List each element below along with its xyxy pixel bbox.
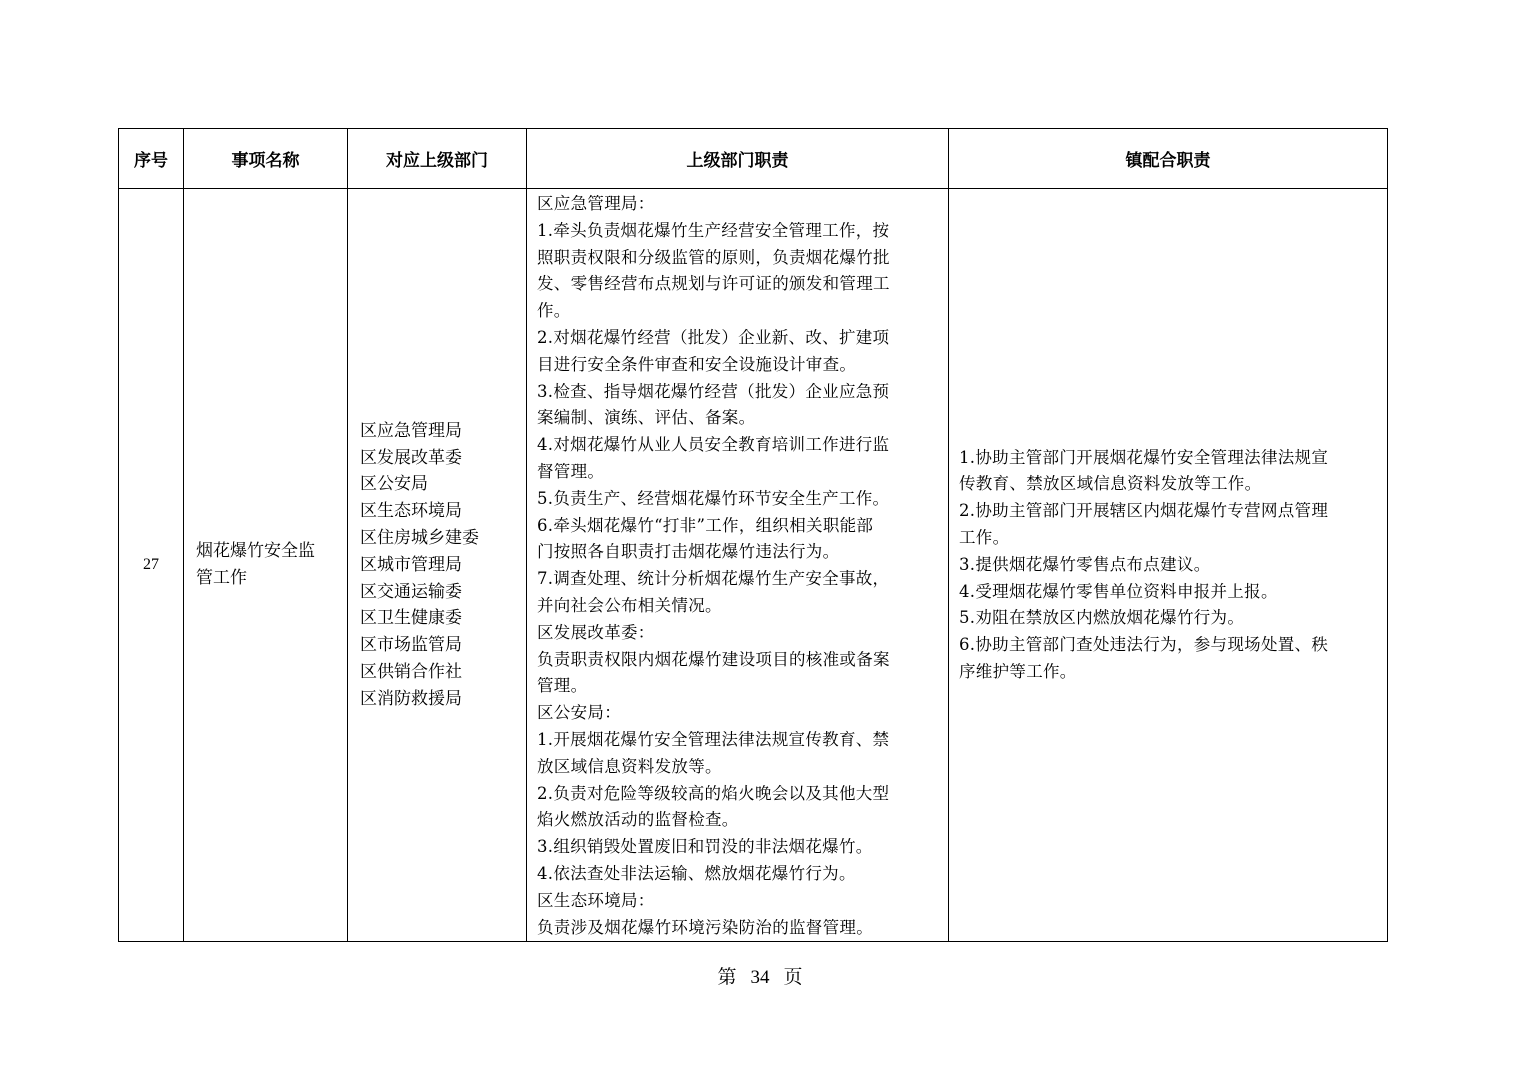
- table-row: [119, 189, 1388, 942]
- town-duty-line: 传教育、禁放区域信息资料发放等工作。: [959, 474, 1262, 494]
- row-dept-list: [348, 189, 527, 942]
- town-duty-line: 2.协助主管部门开展辖区内烟花爆竹专营网点管理: [959, 501, 1329, 521]
- upper-duty-line: 焰火燃放活动的监督检查。: [537, 810, 739, 830]
- upper-duty-line: 作。: [537, 301, 571, 321]
- town-duty-line: 4.受理烟花爆竹零售单位资料申报并上报。: [959, 581, 1278, 601]
- upper-duty-line: 案编制、演练、评估、备案。: [537, 408, 756, 428]
- upper-duty-line: 放区域信息资料发放等。: [537, 756, 722, 776]
- footer-prefix: 第: [717, 967, 737, 988]
- item-name-line: 管工作: [196, 568, 247, 589]
- dept-item: 区供销合作社: [360, 661, 462, 682]
- page-footer: [0, 962, 1520, 989]
- dept-item: 区卫生健康委: [360, 608, 462, 629]
- upper-duty-line: 管理。: [537, 676, 588, 696]
- town-duty-line: 3.提供烟花爆竹零售点布点建议。: [959, 554, 1211, 574]
- dept-item: 区应急管理局: [360, 420, 462, 441]
- dept-item: 区交通运输委: [360, 581, 462, 602]
- upper-duty-line: 督管理。: [537, 461, 605, 481]
- town-duty-line: 6.协助主管部门查处违法行为，参与现场处置、秩: [959, 635, 1329, 655]
- header-seq: 序号: [119, 129, 184, 189]
- upper-duty-line: 照职责权限和分级监管的原则，负责烟花爆竹批: [537, 247, 890, 267]
- header-town-duty: 镇配合职责: [949, 129, 1388, 189]
- upper-duty-line: 1.牵头负责烟花爆竹生产经营安全管理工作，按: [537, 220, 890, 240]
- row-item-name: [184, 189, 348, 942]
- dept-item: 区发展改革委: [360, 447, 462, 468]
- upper-duty-line: 区公安局：: [537, 703, 621, 723]
- responsibility-table: [118, 128, 1388, 942]
- dept-item: 区生态环境局: [360, 501, 462, 522]
- dept-item: 区市场监管局: [360, 635, 462, 656]
- row-upper-duty: [527, 189, 949, 942]
- header-upper-duty: 上级部门职责: [527, 129, 949, 189]
- footer-suffix: 页: [783, 967, 803, 988]
- dept-item: 区消防救援局: [360, 688, 462, 709]
- upper-duty-line: 3.检查、指导烟花爆竹经营（批发）企业应急预: [537, 381, 890, 401]
- upper-duty-line: 2.负责对危险等级较高的焰火晚会以及其他大型: [537, 783, 890, 803]
- upper-duty-line: 2.对烟花爆竹经营（批发）企业新、改、扩建项: [537, 327, 890, 347]
- item-name-line: 烟花爆竹安全监: [196, 541, 315, 562]
- row-seq: 27: [119, 189, 184, 942]
- upper-duty-line: 4.对烟花爆竹从业人员安全教育培训工作进行监: [537, 435, 890, 455]
- upper-duty-line: 负责涉及烟花爆竹环境污染防治的监督管理。: [537, 917, 873, 937]
- row-town-duty: [949, 189, 1388, 942]
- upper-duty-line: 6.牵头烟花爆竹“打非”工作，组织相关职能部: [537, 515, 874, 535]
- upper-duty-line: 负责职责权限内烟花爆竹建设项目的核准或备案: [537, 649, 890, 669]
- town-duty-line: 工作。: [959, 527, 1010, 547]
- upper-duty-line: 7.调查处理、统计分析烟花爆竹生产安全事故，: [537, 569, 890, 589]
- town-duty-line: 5.劝阻在禁放区内燃放烟花爆竹行为。: [959, 608, 1245, 628]
- upper-duty-line: 3.组织销毁处置废旧和罚没的非法烟花爆竹。: [537, 837, 873, 857]
- upper-duty-line: 目进行安全条件审查和安全设施设计审查。: [537, 354, 857, 374]
- header-name: 事项名称: [184, 129, 348, 189]
- upper-duty-line: 4.依法查处非法运输、燃放烟花爆竹行为。: [537, 863, 856, 883]
- upper-duty-line: 区应急管理局：: [537, 194, 655, 213]
- upper-duty-line: 发、零售经营布点规划与许可证的颁发和管理工: [537, 274, 890, 294]
- upper-duty-line: 区发展改革委：: [537, 622, 655, 642]
- upper-duty-line: 1.开展烟花爆竹安全管理法律法规宣传教育、禁: [537, 729, 890, 749]
- upper-duty-line: 5.负责生产、经营烟花爆竹环节安全生产工作。: [537, 488, 890, 508]
- dept-item: 区住房城乡建委: [360, 527, 479, 548]
- dept-item: 区城市管理局: [360, 554, 462, 575]
- header-dept: 对应上级部门: [348, 129, 527, 189]
- page-number: 34: [750, 967, 770, 988]
- upper-duty-line: 门按照各自职责打击烟花爆竹违法行为。: [537, 542, 840, 562]
- town-duty-line: 1.协助主管部门开展烟花爆竹安全管理法律法规宣: [959, 447, 1329, 467]
- upper-duty-line: 区生态环境局：: [537, 890, 655, 910]
- town-duty-line: 序维护等工作。: [959, 661, 1077, 681]
- upper-duty-line: 并向社会公布相关情况。: [537, 595, 722, 615]
- dept-item: 区公安局: [360, 474, 428, 495]
- table-header-row: [119, 129, 1388, 189]
